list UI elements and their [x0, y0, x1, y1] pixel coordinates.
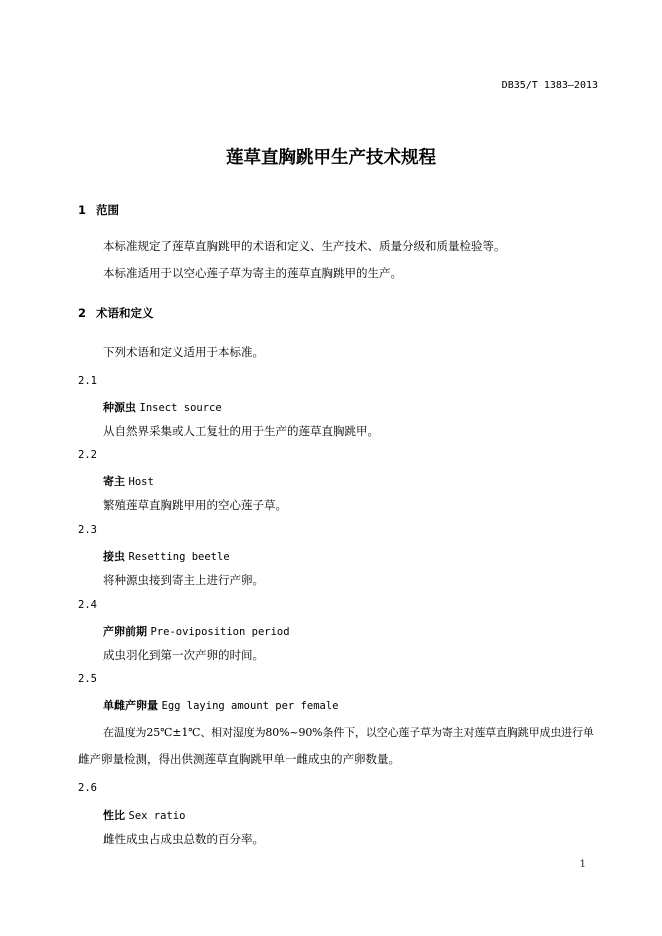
term-number: 2.4: [78, 599, 97, 611]
term-en: Pre-oviposition period: [150, 626, 290, 638]
term-zh: 产卵前期: [103, 625, 147, 638]
section-title: 术语和定义: [96, 306, 154, 320]
term-definition: 成虫羽化到第一次产卵的时间。: [103, 648, 264, 662]
scope-paragraph-2: 本标准适用于以空心莲子草为寄主的莲草直胸跳甲的生产。: [103, 266, 402, 280]
term-definition-line-2: 雌产卵量检测，得出供测莲草直胸跳甲单一雌成虫的产卵数量。: [78, 752, 400, 766]
term-en: Insect source: [139, 402, 222, 414]
term-number: 2.6: [78, 782, 97, 794]
term-definition: 繁殖莲草直胸跳甲用的空心莲子草。: [103, 498, 287, 512]
term-zh: 接虫: [103, 550, 125, 563]
term-zh: 单雌产卵量: [103, 699, 158, 712]
term-heading: [103, 807, 185, 823]
section-number: 2: [78, 306, 87, 320]
term-zh: 性比: [103, 809, 125, 822]
terms-intro: 下列术语和定义适用于本标准。: [103, 345, 264, 359]
term-definition: 雌性成虫占成虫总数的百分率。: [103, 832, 264, 846]
section-title: 范围: [96, 203, 119, 217]
term-en: Host: [128, 476, 154, 488]
term-en: Resetting beetle: [128, 551, 230, 563]
term-en: Sex ratio: [128, 810, 186, 822]
term-definition-line-1: 在温度为25℃±1℃、相对湿度为80%~90%条件下，以空心莲子草为寄主对莲草直胸跳甲成虫进行单: [103, 726, 594, 739]
term-heading: [103, 623, 290, 639]
page-number: 1: [579, 858, 586, 870]
term-zh: 寄主: [103, 475, 125, 488]
term-heading: [103, 399, 222, 415]
term-en: Egg laying amount per female: [161, 700, 339, 712]
term-zh: 种源虫: [103, 401, 136, 414]
term-number: 2.5: [78, 673, 97, 685]
term-heading: [103, 548, 230, 564]
section-2-heading: [78, 305, 154, 321]
section-number: 1: [78, 203, 87, 217]
document-title: 莲草直胸跳甲生产技术规程: [226, 148, 436, 168]
scope-paragraph-1: 本标准规定了莲草直胸跳甲的术语和定义、生产技术、质量分级和质量检验等。: [103, 239, 506, 253]
term-number: 2.2: [78, 449, 97, 461]
term-definition: 从自然界采集或人工复壮的用于生产的莲草直胸跳甲。: [103, 424, 379, 438]
term-definition: 将种源虫接到寄主上进行产卵。: [103, 573, 264, 587]
term-number: 2.3: [78, 524, 97, 536]
term-number: 2.1: [78, 375, 97, 387]
term-heading: [103, 697, 339, 713]
term-heading: [103, 473, 154, 489]
document-code: DB35/T 1383—2013: [501, 80, 598, 91]
section-1-heading: [78, 202, 119, 218]
